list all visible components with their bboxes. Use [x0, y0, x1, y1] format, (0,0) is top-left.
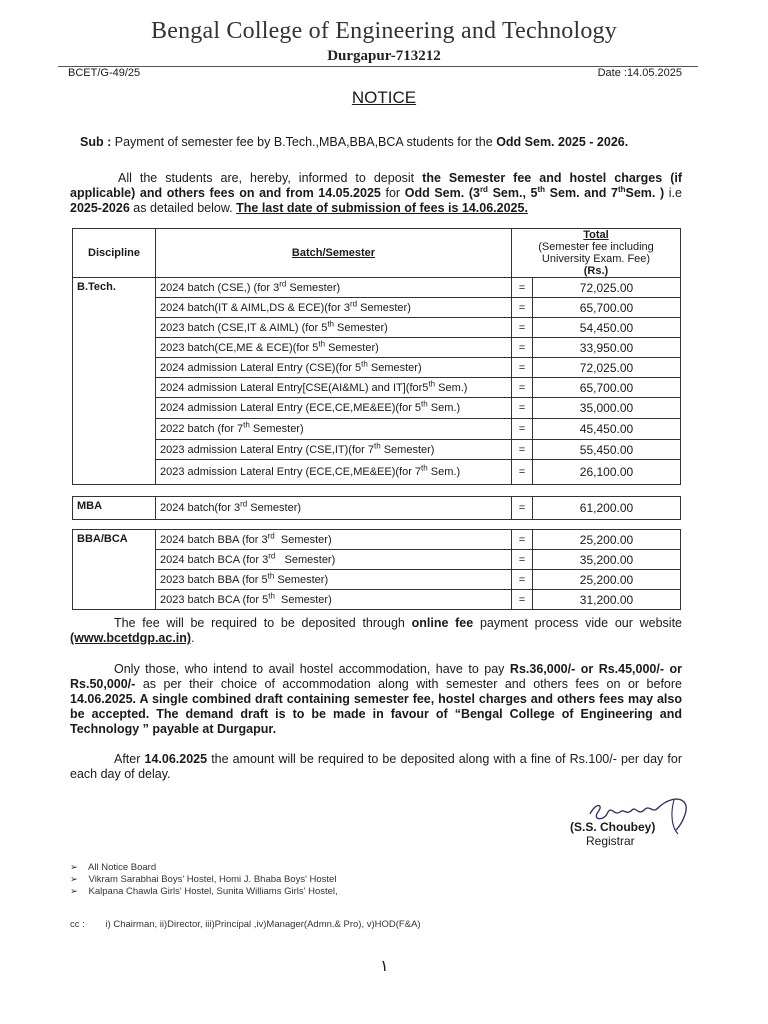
subject-semester: Odd Sem. 2025 - 2026.: [496, 135, 629, 149]
equals-cell: =: [512, 298, 533, 318]
bbabca-rows: [73, 530, 681, 610]
hostel-paragraph: [70, 662, 682, 737]
batch-cell: 2024 admission Lateral Entry (ECE,CE,ME&EE)(for 5th Sem.): [156, 398, 512, 419]
table-row: [73, 550, 681, 570]
amount-cell: 72,025.00: [533, 358, 681, 378]
amount-cell: 65,700.00: [533, 378, 681, 398]
intro-text: as detailed below.: [133, 201, 233, 215]
amount-cell: 35,000.00: [533, 398, 681, 419]
intro-bold-sem: Odd Sem. (3rd Sem., 5th Sem. and 7thSem. ): [404, 184, 665, 200]
table-row: [73, 590, 681, 610]
equals-cell: =: [512, 398, 533, 419]
batch-cell: 2024 batch BCA (for 3rd Semester): [156, 550, 512, 570]
college-name: Bengal College of Engineering and Technology: [151, 18, 617, 44]
batch-cell: 2023 batch BBA (for 5th Semester): [156, 570, 512, 590]
equals-cell: =: [512, 318, 533, 338]
batch-cell: 2024 admission Lateral Entry[CSE(AI&ML) and IT](for5th Sem.): [156, 378, 512, 398]
cc-label: cc :: [70, 919, 85, 930]
equals-cell: =: [512, 338, 533, 358]
reference-number: BCET/G-49/25: [68, 67, 141, 79]
batch-cell: 2023 batch(CE,ME & ECE)(for 5th Semester): [156, 338, 512, 358]
table-row: [73, 460, 681, 485]
header-total: Total (Semester fee including University Exam. Fee) (Rs.): [512, 229, 681, 278]
equals-cell: =: [512, 358, 533, 378]
last-date-text: The last date of submission of fees is 14.06.2025.: [236, 201, 528, 215]
fee-table-bbabca: [72, 529, 681, 610]
batch-cell: 2024 batch(IT & AIML,DS & ECE)(for 3rd Semester): [156, 298, 512, 318]
fine-paragraph: [70, 752, 682, 782]
btech-rows: [73, 278, 681, 485]
online-text: payment process vide our website: [479, 616, 683, 630]
table-header-row: [73, 229, 681, 278]
college-address: Durgapur-713212: [327, 48, 441, 64]
amount-cell: 35,200.00: [533, 550, 681, 570]
batch-cell: 2023 admission Lateral Entry (ECE,CE,ME&EE)(for 7th Sem.): [156, 460, 512, 485]
subject-label: Sub :: [80, 135, 112, 149]
notice-date: Date :14.05.2025: [597, 67, 682, 79]
batch-cell: 2023 batch (CSE,IT & AIML) (for 5th Semester): [156, 318, 512, 338]
equals-cell: =: [512, 278, 533, 298]
table-row: [73, 440, 681, 460]
table-row: [73, 278, 681, 298]
table-row: [73, 419, 681, 440]
equals-cell: =: [512, 570, 533, 590]
batch-cell: 2023 admission Lateral Entry (CSE,IT)(for 7th Semester): [156, 440, 512, 460]
amount-cell: 55,450.00: [533, 440, 681, 460]
header-batch-semester: Batch/Semester: [156, 229, 512, 278]
amount-cell: 26,100.00: [533, 460, 681, 485]
amount-cell: 25,200.00: [533, 570, 681, 590]
equals-cell: =: [512, 460, 533, 485]
online-payment-paragraph: The fee will be required to be deposited through online fee payment process vide our website (www.bcetdgp.ac.in).: [70, 616, 683, 645]
page-mark: ١: [380, 958, 389, 975]
amount-cell: 72,025.00: [533, 278, 681, 298]
table-row: [73, 497, 681, 520]
equals-cell: =: [512, 378, 533, 398]
intro-paragraph: [70, 171, 682, 216]
amount-cell: 31,200.00: [533, 590, 681, 610]
table-row: [73, 318, 681, 338]
table-row: [73, 338, 681, 358]
hostel-text: as per their choice of accommodation along with semester and others fees on or before: [142, 677, 682, 691]
signatory-role: Registrar: [586, 834, 635, 848]
intro-text: All the students are, hereby, informed to deposit: [118, 171, 415, 185]
subject-line: [80, 135, 628, 149]
equals-cell: =: [512, 440, 533, 460]
amount-cell: 65,700.00: [533, 298, 681, 318]
amount-cell: 45,450.00: [533, 419, 681, 440]
batch-cell: 2024 admission Lateral Entry (CSE)(for 5th Semester): [156, 358, 512, 378]
batch-cell: 2023 batch BCA (for 5th Semester): [156, 590, 512, 610]
equals-cell: =: [512, 590, 533, 610]
equals-cell: =: [512, 497, 533, 520]
hostel-charges: Rs.36,000/- or Rs.45,000/- or Rs.50,000/-: [70, 662, 683, 691]
fee-table-btech: [72, 228, 681, 485]
online-fee-bold: online fee: [411, 616, 474, 630]
discipline-cell: BBA/BCA: [73, 530, 156, 610]
notice-heading: NOTICE: [351, 88, 417, 107]
table-row: [73, 378, 681, 398]
intro-text: for: [385, 186, 401, 200]
distribution-item: ➢ Kalpana Chawla Girls' Hostel, Sunita Williams Girls' Hostel,: [70, 886, 338, 897]
table-row: [73, 570, 681, 590]
batch-cell: 2024 batch (CSE,) (for 3rd Semester): [156, 278, 512, 298]
amount-cell: 61,200.00: [533, 497, 681, 520]
batch-cell: 2022 batch (for 7th Semester): [156, 419, 512, 440]
distribution-item: ➢ All Notice Board: [70, 862, 157, 873]
cc-line: [70, 919, 421, 930]
cc-recipients: i) Chairman, ii)Director, iii)Principal ,iv)Manager(Admn.& Pro), v)HOD(F&A): [105, 919, 421, 930]
fee-table-mba: [72, 496, 681, 520]
discipline-cell: B.Tech.: [73, 278, 156, 485]
online-text: The fee will be required to be deposited through: [114, 616, 405, 630]
intro-bold-fees: the Semester fee and hostel charges (if applicable) and others fees on and from 14.05.2025: [70, 171, 682, 200]
distribution-item: ➢ Vikram Sarabhai Boys' Hostel, Homi J. Bhaba Boys' Hostel: [70, 874, 337, 885]
table-row: [73, 530, 681, 550]
fine-text: After: [114, 752, 141, 766]
demand-draft-text: 14.06.2025. A single combined draft containing semester fee, hostel charges and others fees may also be accepted. The demand draft is to be made in favour of “Bengal College of Engineering and Technology ” payable at Durgapur.: [70, 692, 682, 736]
table-row: [73, 298, 681, 318]
equals-cell: =: [512, 550, 533, 570]
hostel-text: Only those, who intend to avail hostel accommodation, have to pay: [114, 662, 505, 676]
table-row: [73, 358, 681, 378]
website-link[interactable]: (www.bcetdgp.ac.in): [70, 631, 192, 645]
fine-date: 14.06.2025: [144, 752, 208, 766]
batch-cell: 2024 batch(for 3rd Semester): [156, 497, 512, 520]
amount-cell: 54,450.00: [533, 318, 681, 338]
equals-cell: =: [512, 530, 533, 550]
intro-text: i.e: [668, 186, 682, 200]
intro-bold-year: 2025-2026: [70, 201, 130, 215]
equals-cell: =: [512, 419, 533, 440]
subject-text: Payment of semester fee by B.Tech.,MBA,BBA,BCA students for the: [114, 135, 493, 149]
amount-cell: 33,950.00: [533, 338, 681, 358]
signatory-name: (S.S. Choubey): [570, 820, 656, 834]
table-row: [73, 398, 681, 419]
mba-rows: [73, 497, 681, 520]
batch-cell: 2024 batch BBA (for 3rd Semester): [156, 530, 512, 550]
fine-text: the amount will be required to be deposited along with a fine of Rs.100/- per day for each day of delay.: [70, 752, 682, 781]
header-discipline: Discipline: [73, 229, 156, 278]
discipline-cell: MBA: [73, 497, 156, 520]
amount-cell: 25,200.00: [533, 530, 681, 550]
